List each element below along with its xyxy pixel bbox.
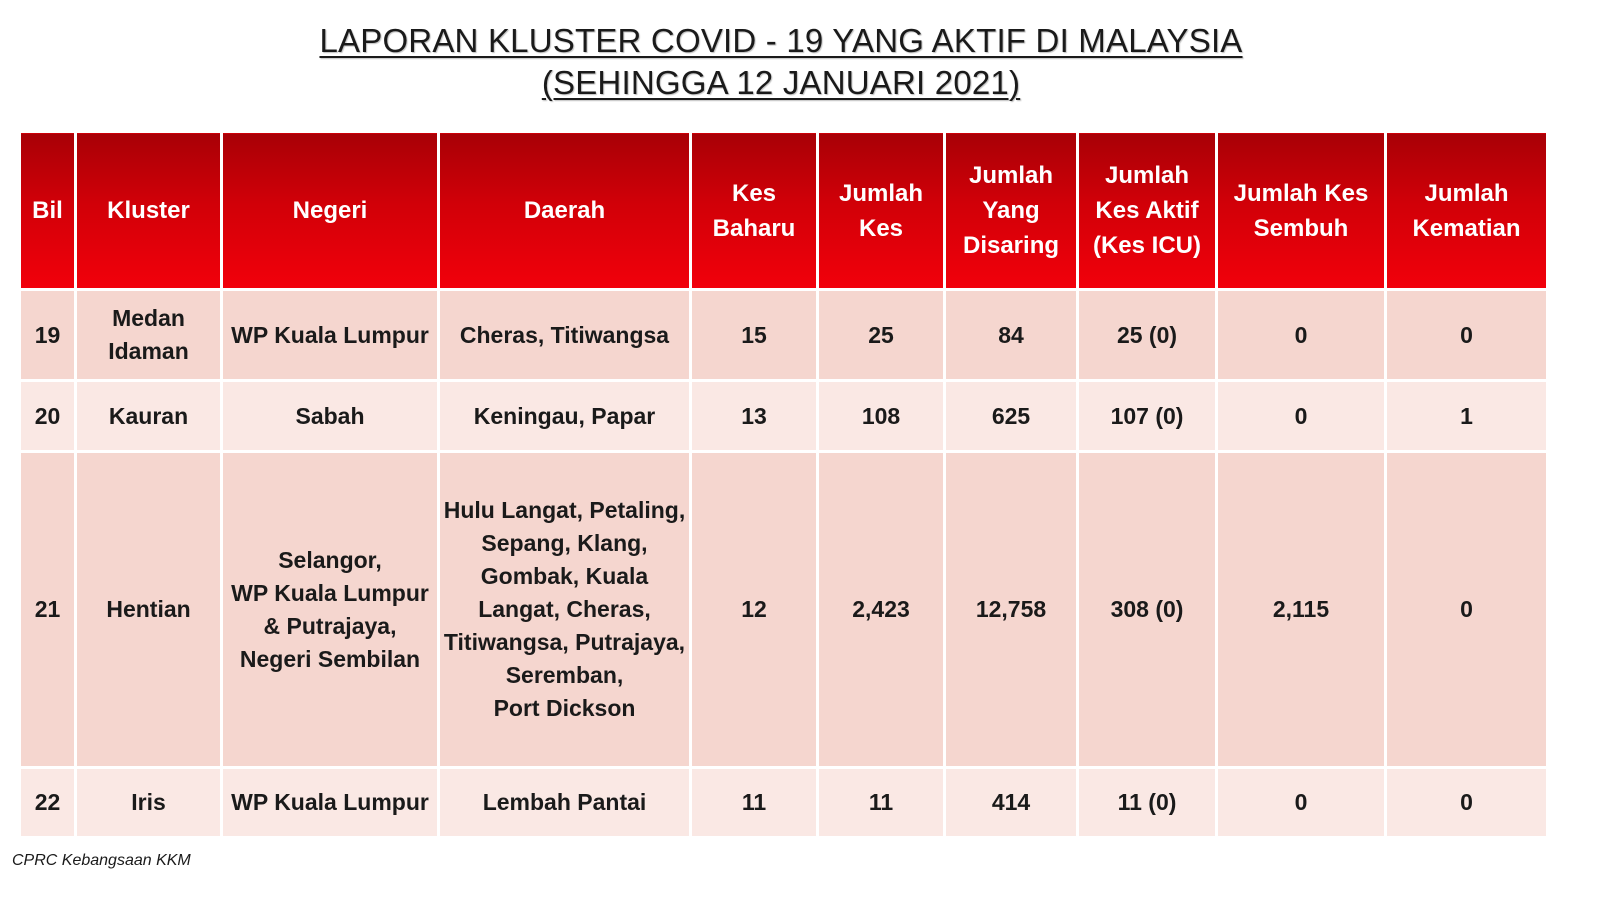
table-row	[20, 381, 1548, 452]
cell-jumlah-sembuh: 0	[1217, 381, 1386, 452]
header-jumlah-sembuh: Jumlah Kes Sembuh	[1217, 132, 1386, 290]
cell-daerah: Keningau, Papar	[439, 381, 691, 452]
cell-jumlah-kematian: 0	[1386, 768, 1548, 838]
page-title	[0, 20, 1562, 104]
cell-kluster: Hentian	[76, 452, 222, 768]
cell-kes-aktif-icu: 11 (0)	[1078, 768, 1217, 838]
header-daerah: Daerah	[439, 132, 691, 290]
title-line-2: (SEHINGGA 12 JANUARI 2021)	[541, 64, 1021, 101]
cell-jumlah-kes: 11	[818, 768, 945, 838]
cell-jumlah-disaring: 84	[945, 290, 1078, 381]
cell-kluster: Iris	[76, 768, 222, 838]
table-row	[20, 452, 1548, 768]
cell-negeri: WP Kuala Lumpur	[222, 768, 439, 838]
cell-jumlah-disaring: 625	[945, 381, 1078, 452]
table-row	[20, 290, 1548, 381]
table-row	[20, 768, 1548, 838]
source-footer: CPRC Kebangsaan KKM	[12, 852, 191, 869]
cell-jumlah-kes: 2,423	[818, 452, 945, 768]
cell-jumlah-kes: 25	[818, 290, 945, 381]
header-kes-aktif-icu: Jumlah Kes Aktif (Kes ICU)	[1078, 132, 1217, 290]
cell-daerah: Lembah Pantai	[439, 768, 691, 838]
header-negeri: Negeri	[222, 132, 439, 290]
header-kes-baharu: Kes Baharu	[691, 132, 818, 290]
cell-kes-baharu: 11	[691, 768, 818, 838]
cell-kluster: Medan Idaman	[76, 290, 222, 381]
cell-negeri: Sabah	[222, 381, 439, 452]
cell-kes-aktif-icu: 25 (0)	[1078, 290, 1217, 381]
cell-daerah: Hulu Langat, Petaling, Sepang, Klang, Gombak, Kuala Langat, Cheras, Titiwangsa, Putrajaya, Seremban, Port Dickson	[439, 452, 691, 768]
cell-bil: 19	[20, 290, 76, 381]
header-jumlah-disaring: Jumlah Yang Disaring	[945, 132, 1078, 290]
cell-kluster: Kauran	[76, 381, 222, 452]
cell-jumlah-kematian: 0	[1386, 452, 1548, 768]
header-kluster: Kluster	[76, 132, 222, 290]
cell-jumlah-disaring: 12,758	[945, 452, 1078, 768]
cell-kes-aktif-icu: 308 (0)	[1078, 452, 1217, 768]
cell-negeri: Selangor, WP Kuala Lumpur & Putrajaya, Negeri Sembilan	[222, 452, 439, 768]
cell-jumlah-sembuh: 0	[1217, 768, 1386, 838]
header-bil: Bil	[20, 132, 76, 290]
cell-bil: 20	[20, 381, 76, 452]
cell-jumlah-kematian: 1	[1386, 381, 1548, 452]
header-jumlah-kematian: Jumlah Kematian	[1386, 132, 1548, 290]
cluster-report-table	[18, 130, 1549, 839]
cell-kes-aktif-icu: 107 (0)	[1078, 381, 1217, 452]
cell-negeri: WP Kuala Lumpur	[222, 290, 439, 381]
cell-jumlah-kematian: 0	[1386, 290, 1548, 381]
cell-jumlah-kes: 108	[818, 381, 945, 452]
cell-kes-baharu: 15	[691, 290, 818, 381]
title-line-1: LAPORAN KLUSTER COVID - 19 YANG AKTIF DI MALAYSIA	[319, 22, 1243, 59]
header-jumlah-kes: Jumlah Kes	[818, 132, 945, 290]
cell-jumlah-sembuh: 0	[1217, 290, 1386, 381]
cell-jumlah-disaring: 414	[945, 768, 1078, 838]
table-header-row	[20, 132, 1548, 290]
cell-bil: 21	[20, 452, 76, 768]
cell-jumlah-sembuh: 2,115	[1217, 452, 1386, 768]
cell-kes-baharu: 13	[691, 381, 818, 452]
cell-daerah: Cheras, Titiwangsa	[439, 290, 691, 381]
cell-kes-baharu: 12	[691, 452, 818, 768]
cell-bil: 22	[20, 768, 76, 838]
